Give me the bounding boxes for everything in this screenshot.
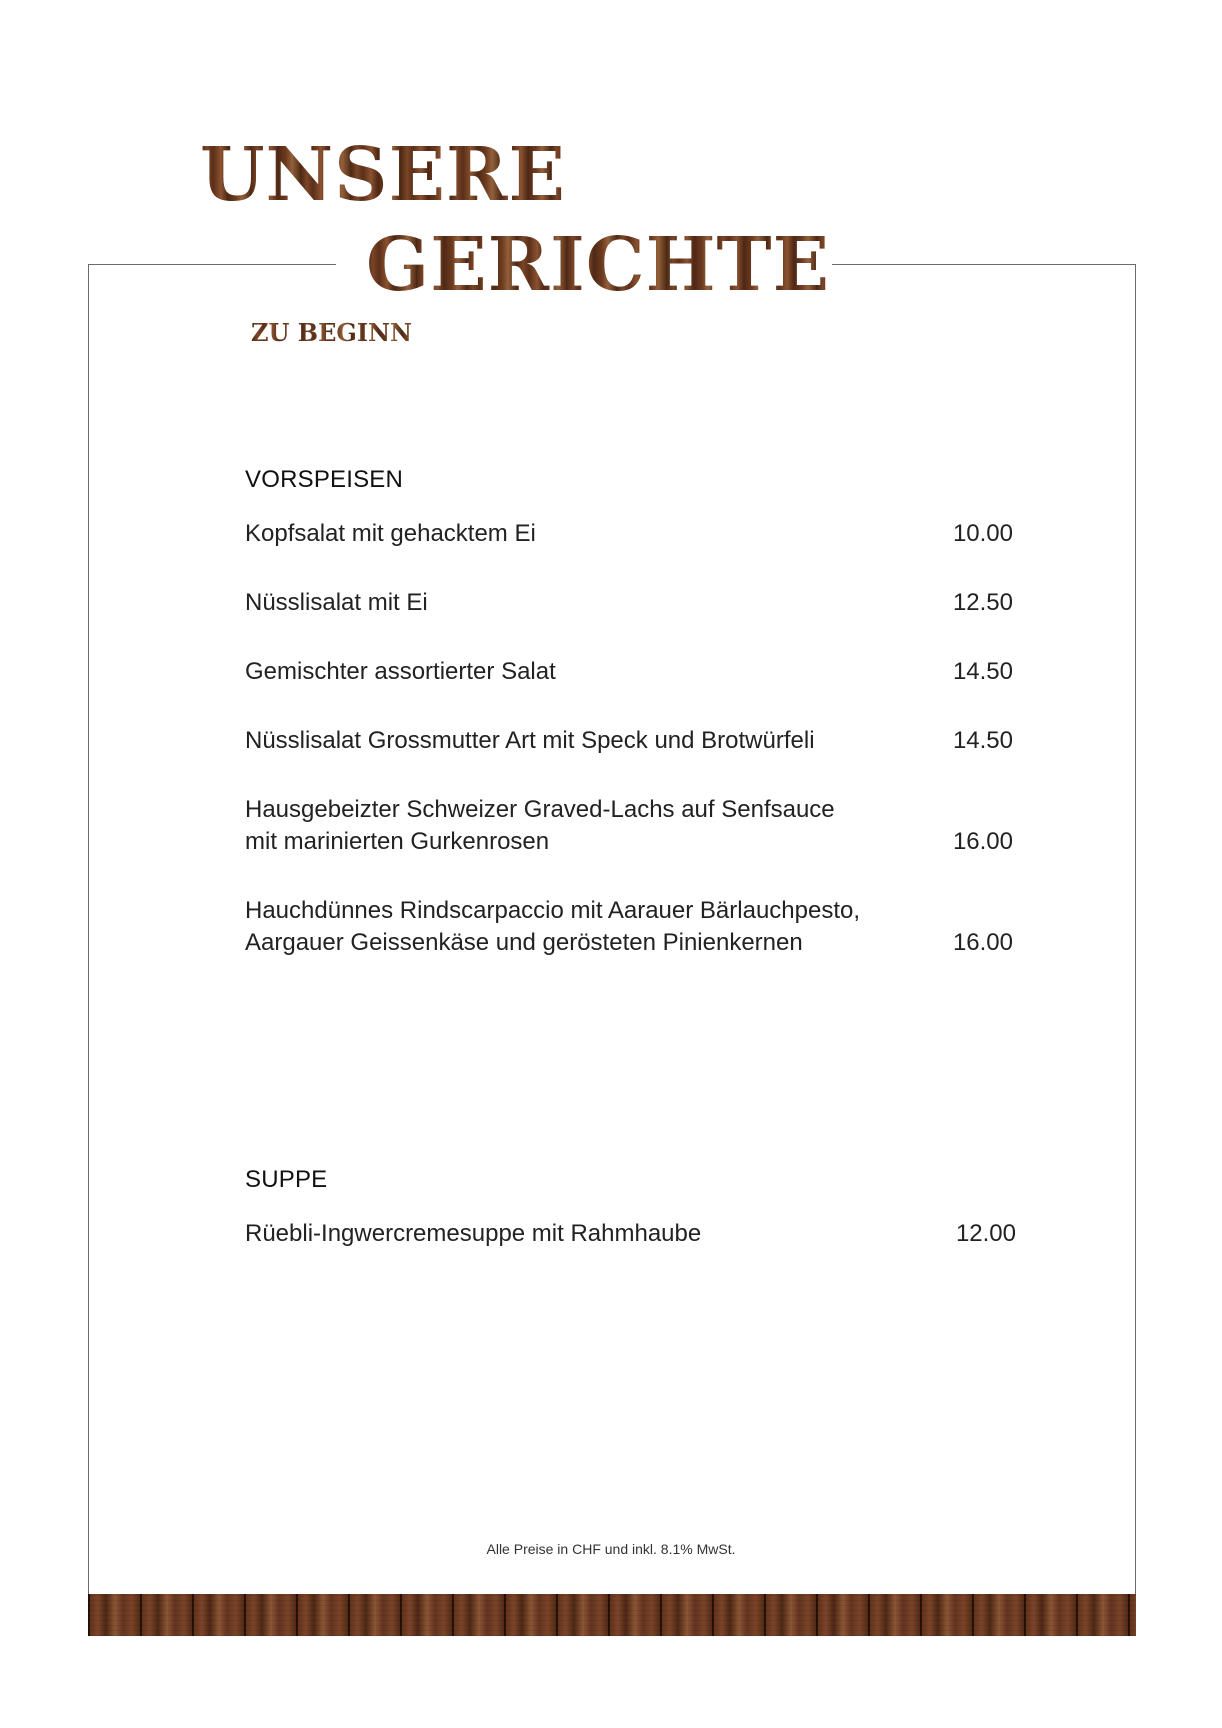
dish-name [245, 656, 945, 688]
frame-right-line [1135, 264, 1136, 1636]
page-title-line2: GERICHTE [366, 222, 830, 308]
price-footnote [0, 1541, 1222, 1557]
dish-name [245, 518, 945, 550]
page-title-line1: UNSERE [200, 132, 566, 218]
dish-price: 12.00 [955, 1220, 1016, 1247]
dish-name-line: Aargauer Geissenkäse und gerösteten Pinienkernen [245, 929, 803, 956]
dish-name [245, 587, 945, 619]
dish-name-line: mit marinierten Gurkenrosen [245, 828, 550, 855]
dish-price: 16.00 [952, 828, 1013, 855]
price-footnote-text: Alle Preise in CHF und inkl. 8.1% MwSt. [486, 1541, 736, 1557]
dish-name-line: Hauchdünnes Rindscarpaccio mit Aarauer Bärlauchpesto, [245, 897, 861, 924]
wood-strip-decoration [88, 1594, 1136, 1636]
dish-price: 14.50 [952, 727, 1013, 754]
dish-name [245, 794, 945, 858]
page-subtitle: ZU BEGINN [251, 318, 412, 347]
section-heading-suppe: SUPPE [245, 1166, 328, 1193]
dish-name-line: Nüsslisalat Grossmutter Art mit Speck und Brotwürfeli [245, 727, 815, 754]
frame-left-line [88, 264, 89, 1636]
dish-name-line: Nüsslisalat mit Ei [245, 589, 428, 616]
dish-name-line: Rüebli-Ingwercremesuppe mit Rahmhaube [245, 1220, 702, 1247]
dish-price: 14.50 [952, 658, 1013, 685]
dish-price: 16.00 [952, 929, 1013, 956]
dish-name [245, 895, 945, 959]
dish-price: 12.50 [952, 589, 1013, 616]
dish-name [245, 725, 945, 757]
dish-name [245, 1218, 945, 1250]
frame-top-right-line [832, 264, 1136, 265]
frame-top-left-line [88, 264, 336, 265]
section-heading-vorspeisen: VORSPEISEN [245, 466, 404, 493]
dish-name-line: Hausgebeizter Schweizer Graved-Lachs auf Senfsauce [245, 796, 835, 823]
dish-price: 10.00 [952, 520, 1013, 547]
dish-name-line: Kopfsalat mit gehacktem Ei [245, 520, 536, 547]
dish-name-line: Gemischter assortierter Salat [245, 658, 556, 685]
